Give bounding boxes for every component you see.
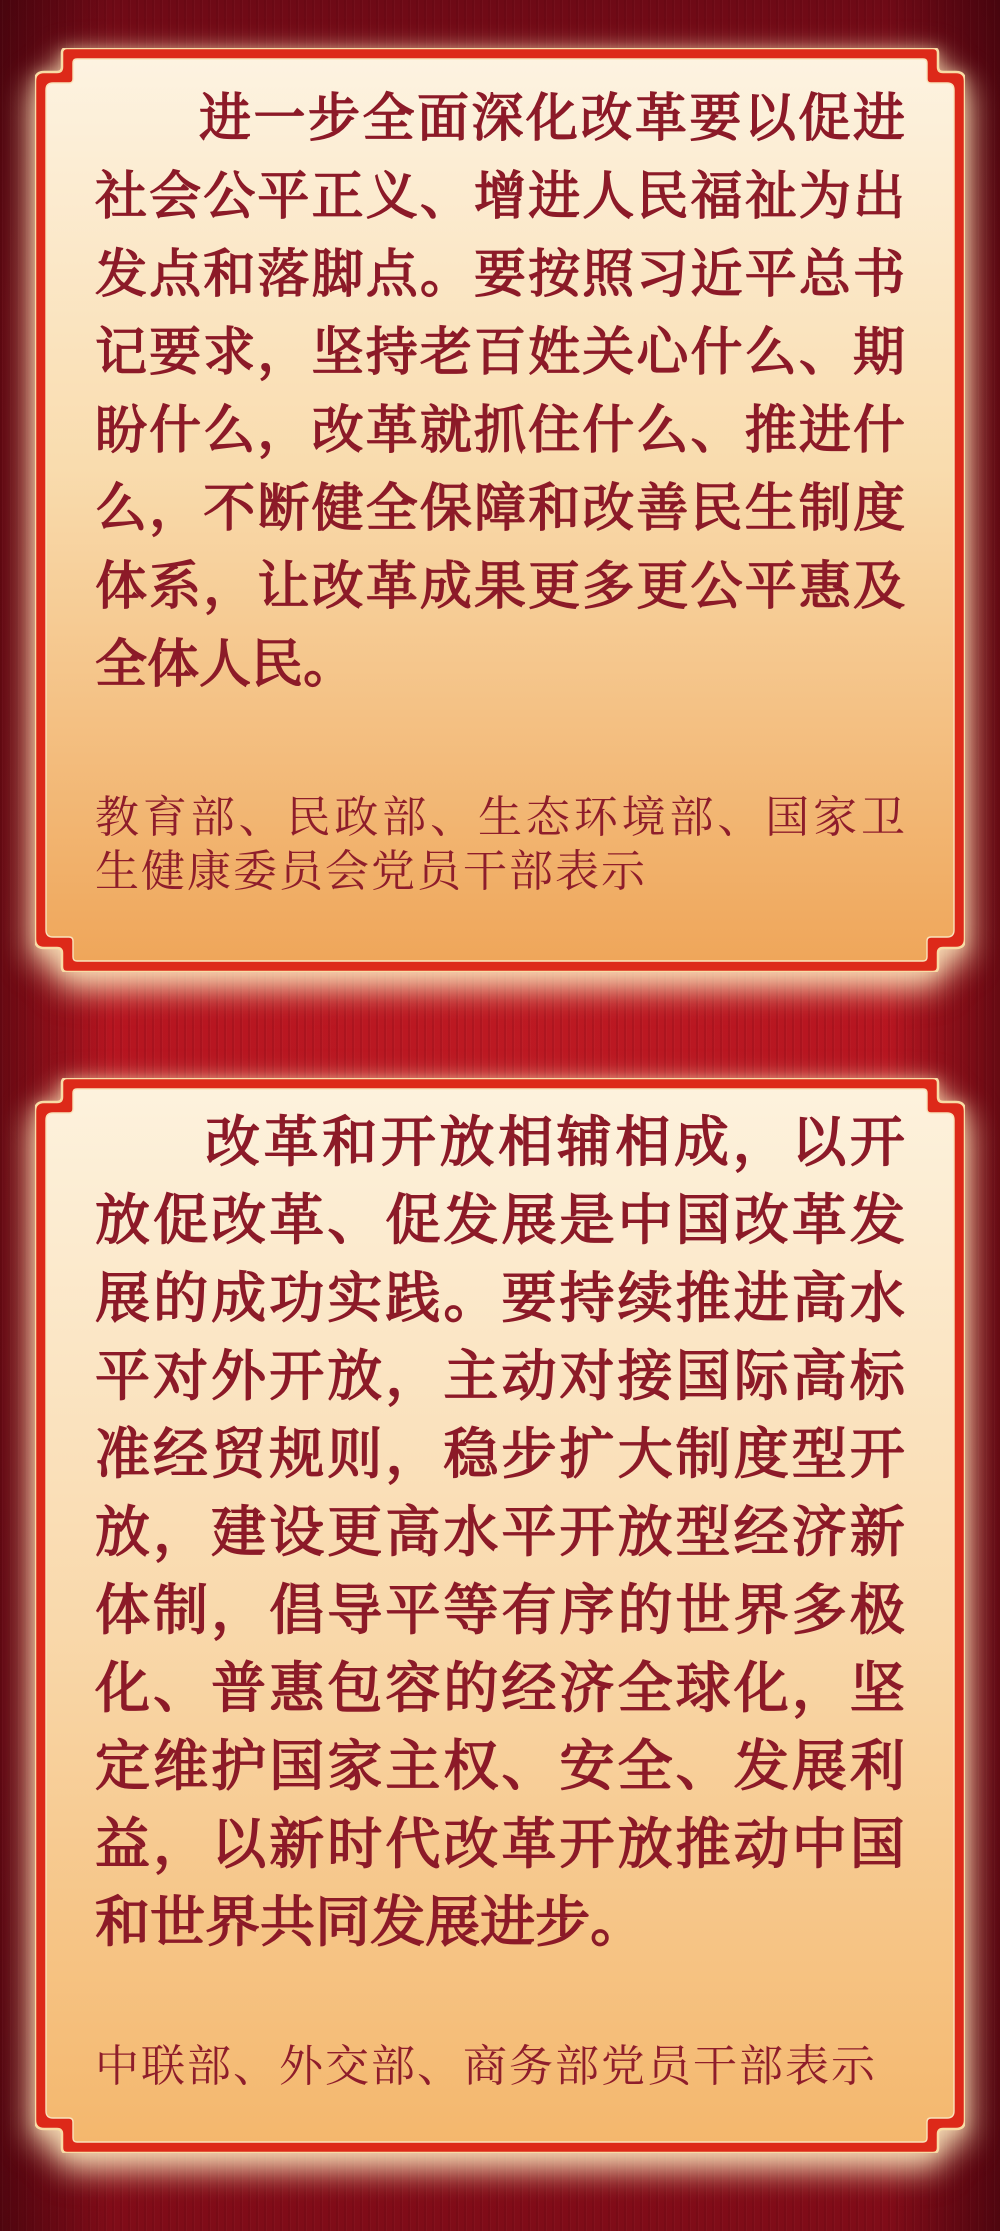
quote-line: 体 系 ， 让 改 革 成 果 更 多 更 公 平 惠 及 (95, 557, 905, 616)
card-content (95, 48, 905, 897)
quote-line: 平 对 外 开 放 ， 主 动 对 接 国 际 高 标 (95, 1344, 905, 1407)
quote-line: 和 世 界 共 同 发 展 进 步 。 (95, 1890, 646, 1953)
quote-line: 进 一 步 全 面 深 化 改 革 要 以 促 进 (199, 89, 905, 148)
quote-card-1 (35, 48, 965, 972)
quote-line: 体 制 ， 倡 导 平 等 有 序 的 世 界 多 极 (95, 1578, 905, 1641)
quote-line: 全 体 人 民 。 (95, 635, 356, 694)
quote-paragraph (95, 74, 905, 698)
quote-line: 记 要 求 ， 坚 持 老 百 姓 关 心 什 么 、 期 (95, 323, 905, 382)
quote-line: 盼 什 么 ， 改 革 就 抓 住 什 么 、 推 进 什 (95, 401, 905, 460)
quote-card-2 (35, 1078, 965, 2153)
quote-line: 放 促 改 革 、 促 发 展 是 中 国 改 革 发 (95, 1188, 905, 1251)
quote-line: 益 ， 以 新 时 代 改 革 开 放 推 动 中 国 (95, 1812, 905, 1875)
quote-line: 放 ， 建 设 更 高 水 平 开 放 型 经 济 新 (95, 1500, 905, 1563)
signature (95, 786, 905, 897)
quote-line: 改 革 和 开 放 相 辅 相 成 ， 以 开 (205, 1110, 905, 1173)
quote-line: 社 会 公 平 正 义 、 增 进 人 民 福 祉 为 出 (95, 167, 905, 226)
quote-line: 发 点 和 落 脚 点 。 要 按 照 习 近 平 总 书 (95, 245, 905, 304)
signature-line: 教 育 部 、 民 政 部 、 生 态 环 境 部 、 国 家 卫 (95, 792, 905, 843)
quote-line: 定 维 护 国 家 主 权 、 安 全 、 发 展 利 (95, 1734, 905, 1797)
quote-paragraph (95, 1098, 905, 1956)
signature (95, 2035, 905, 2092)
quote-line: 准 经 贸 规 则 ， 稳 步 扩 大 制 度 型 开 (95, 1422, 905, 1485)
quote-line: 展 的 成 功 实 践 。 要 持 续 推 进 高 水 (95, 1266, 905, 1329)
quote-line: 么 ， 不 断 健 全 保 障 和 改 善 民 生 制 度 (95, 479, 905, 538)
signature-line: 生 健 康 委 员 会 党 员 干 部 表 示 (95, 846, 647, 897)
quote-line: 化 、 普 惠 包 容 的 经 济 全 球 化 ， 坚 (95, 1656, 905, 1719)
card-content (95, 1078, 905, 2092)
signature-line: 中 联 部 、 外 交 部 、 商 务 部 党 员 干 部 表 示 (95, 2041, 877, 2092)
